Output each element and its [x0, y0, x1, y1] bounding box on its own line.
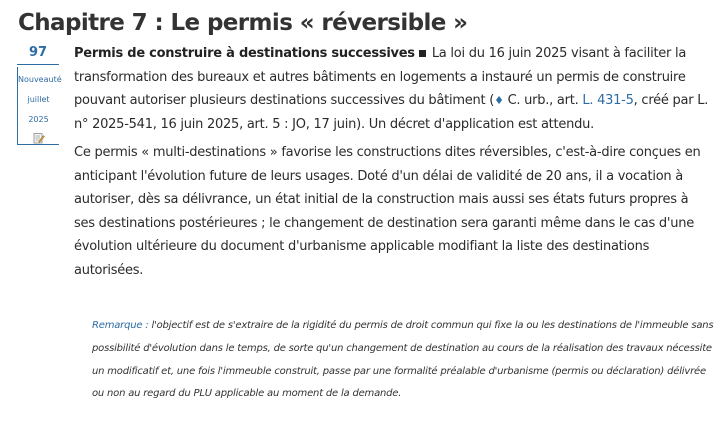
reference-tail: , créé par L. n° 2025-541, 16 juin 2025, art. 5 : JO, 17 juin). Un décret d'application est attendu.: [74, 93, 709, 132]
paragraph-margin: [17, 44, 62, 145]
intro-text: La loi du 16 juin 2025 visant à faciliter la transformation des bureaux et autres bâtiments en logements a instauré un permis de construire pouvant autoriser plusieurs destinations successives du bâtiment (: [74, 46, 687, 108]
remark-text: l'objectif est de s'extraire de la rigidité du permis de droit commun qui fixe la ou les destinations de l'immeuble sans possibilité d'évolution dans le temps, de sorte qu'un changement de destination au cours de la réalisation des travaux nécessite un modificatif et, une fois l'immeuble construit, passe par une formalité préalable d'urbanisme (permis ou déclaration) délivrée ou non au regard du PLU applicable au moment de la demande.: [92, 320, 714, 400]
article-link[interactable]: L. 431-5: [582, 93, 634, 108]
reference-code: C. urb., art.: [507, 93, 579, 108]
chapter-title: Chapitre 7 : Le permis « réversible »: [18, 10, 468, 36]
paragraph-lead: Permis de construire à destinations successives: [74, 46, 415, 61]
edit-icon[interactable]: [33, 132, 45, 144]
reference-diamond-icon: ♦: [494, 94, 504, 107]
square-bullet-icon: [419, 50, 426, 57]
flag-line: juillet: [27, 95, 50, 104]
paragraph-body: [74, 42, 710, 282]
remark-box: [92, 315, 716, 406]
paragraph-intro: [74, 42, 710, 136]
flag-line: Nouveauté: [18, 75, 62, 84]
remark-label: Remarque :: [92, 320, 149, 331]
paragraph-number: 97: [17, 44, 59, 65]
paragraph-second: Ce permis « multi-destinations » favorise les constructions dites réversibles, c'est-à-dire conçues en anticipant l'évolution future de leurs usages. Doté d'un délai de validité de 20 ans, il a vocation à autoriser, dès sa délivrance, un état initial de la construction mais aussi ses états futurs propres à ses destinations postérieures ; le changement de destination sera garanti même dans le cas d'une évolution ultérieure du document d'urbanisme applicable modifiant la liste des destinations autorisées.: [74, 145, 701, 278]
flag-line: 2025: [28, 115, 49, 124]
new-flag: [17, 67, 62, 145]
